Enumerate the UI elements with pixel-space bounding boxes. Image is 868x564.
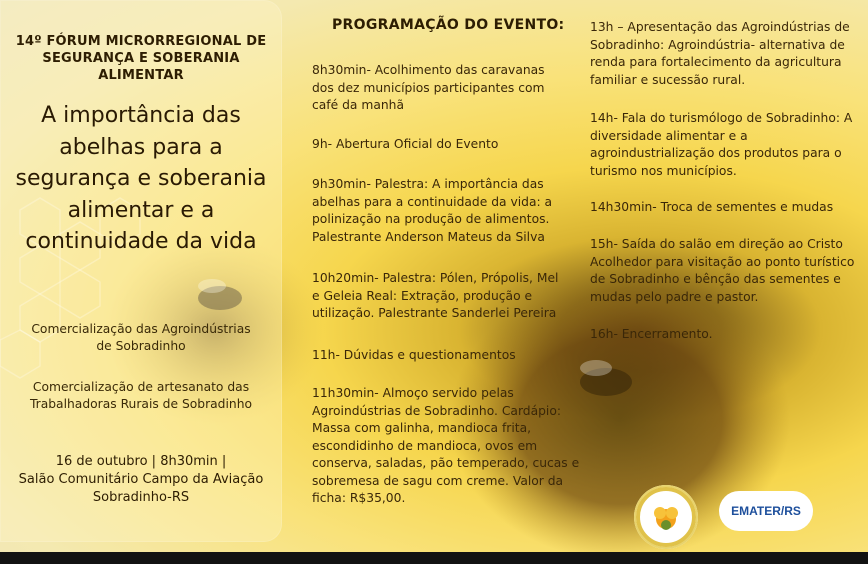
event-venue: Salão Comunitário Campo da Aviação [18, 472, 264, 487]
forum-title-line-2: SEGURANÇA E SOBERANIA ALIMENTAR [42, 51, 240, 83]
commerce-1-line-1: Comercialização das Agroindústrias [31, 322, 251, 336]
program-line: polinização na produção de alimentos. [312, 212, 550, 226]
program-item [590, 110, 860, 180]
program-line: conserva, saladas, pão temperado, cucas e [312, 456, 580, 470]
program-line: Acolhedor para visitação ao ponto turístico [590, 254, 855, 269]
program-line: sobremesa de sagu com creme. Valor da [312, 473, 564, 488]
program-line: 11h30min- Almoço servido pelas [312, 386, 514, 400]
flower-logo-icon [634, 485, 698, 549]
program-line: Massa com galinha, mandioca frita, [312, 421, 532, 435]
program-line: utilização. Palestrante Sanderlei Pereira [312, 306, 557, 320]
headline-line: continuidade da vida [25, 229, 257, 254]
program-line: 11h- Dúvidas e questionamentos [312, 348, 516, 362]
program-line: Palestrante Anderson Mateus da Silva [312, 229, 545, 244]
program-line: 13h – Apresentação das Agroindústrias de [590, 20, 850, 34]
program-line: renda para fortalecimento da agricultura [590, 55, 842, 69]
emater-logo-text: EMATER/RS [731, 504, 801, 518]
program-line: familiar e sucessão rural. [590, 72, 746, 87]
program-line: agroindustrialização dos produtos para o [590, 146, 842, 160]
program-line: 8h30min- Acolhimento das caravanas [312, 63, 545, 77]
program-item [312, 136, 582, 154]
program-line: Agroindústrias de Sobradinho. Cardápio: [312, 403, 562, 418]
headline-line: alimentar e a [67, 197, 215, 223]
program-item [312, 176, 582, 246]
commerce-1-line-2: de Sobradinho [96, 339, 186, 353]
program-line: Sobradinho: Agroindústria- alternativa de [590, 37, 845, 52]
program-line: 9h30min- Palestra: A importância das [312, 177, 544, 191]
program-line: 15h- Saída do salão em direção ao Cristo [590, 237, 843, 251]
event-date: 16 de outubro | 8h30min | [55, 454, 227, 469]
commerce-2-line-2: Trabalhadoras Rurais de Sobradinho [29, 397, 253, 411]
program-item [312, 270, 582, 323]
program-line: turismo nos municípios. [590, 163, 737, 178]
bottom-bar [0, 552, 868, 564]
headline-line: A importância das [41, 103, 241, 128]
program-line: mudas pelo padre e pastor. [590, 289, 759, 304]
program-line: 14h30min- Troca de sementes e mudas [590, 200, 834, 214]
program-line: e Geleia Real: Extração, produção e [312, 288, 533, 303]
program-item [590, 199, 860, 217]
headline-line: abelhas para a [59, 134, 223, 160]
program-line: café da manhã [312, 98, 404, 112]
program-item [590, 19, 860, 89]
forum-title-line-1: 14º FÓRUM MICRORREGIONAL DE [15, 34, 267, 49]
program-line: 9h- Abertura Oficial do Evento [312, 137, 499, 151]
program-item [590, 326, 860, 344]
program-title: PROGRAMAÇÃO DO EVENTO: [332, 17, 565, 33]
emater-logo [719, 491, 813, 531]
program-line: dos dez municípios participantes com [312, 80, 545, 95]
program-line: abelhas para a continuidade da vida: a [312, 194, 553, 209]
headline-line: segurança e soberania [15, 166, 267, 191]
commerce-2-line-1: Comercialização de artesanato das [32, 380, 250, 394]
program-item [312, 347, 582, 365]
program-line: ficha: R$35,00. [312, 491, 406, 505]
program-line: de Sobradinho e bênção das sementes e [590, 272, 841, 286]
program-line: escondidinho de mandioca, ovos em [312, 438, 538, 453]
program-line: 14h- Fala do turismólogo de Sobradinho: A [590, 111, 853, 125]
agroindustrias-logo [634, 485, 698, 549]
event-city: Sobradinho-RS [92, 490, 190, 505]
program-item [312, 62, 582, 115]
program-item [312, 385, 582, 508]
program-line: diversidade alimentar e a [590, 128, 748, 143]
program-line: 16h- Encerramento. [590, 327, 713, 341]
program-item [590, 236, 860, 306]
program-line: 10h20min- Palestra: Pólen, Própolis, Mel [312, 271, 559, 285]
